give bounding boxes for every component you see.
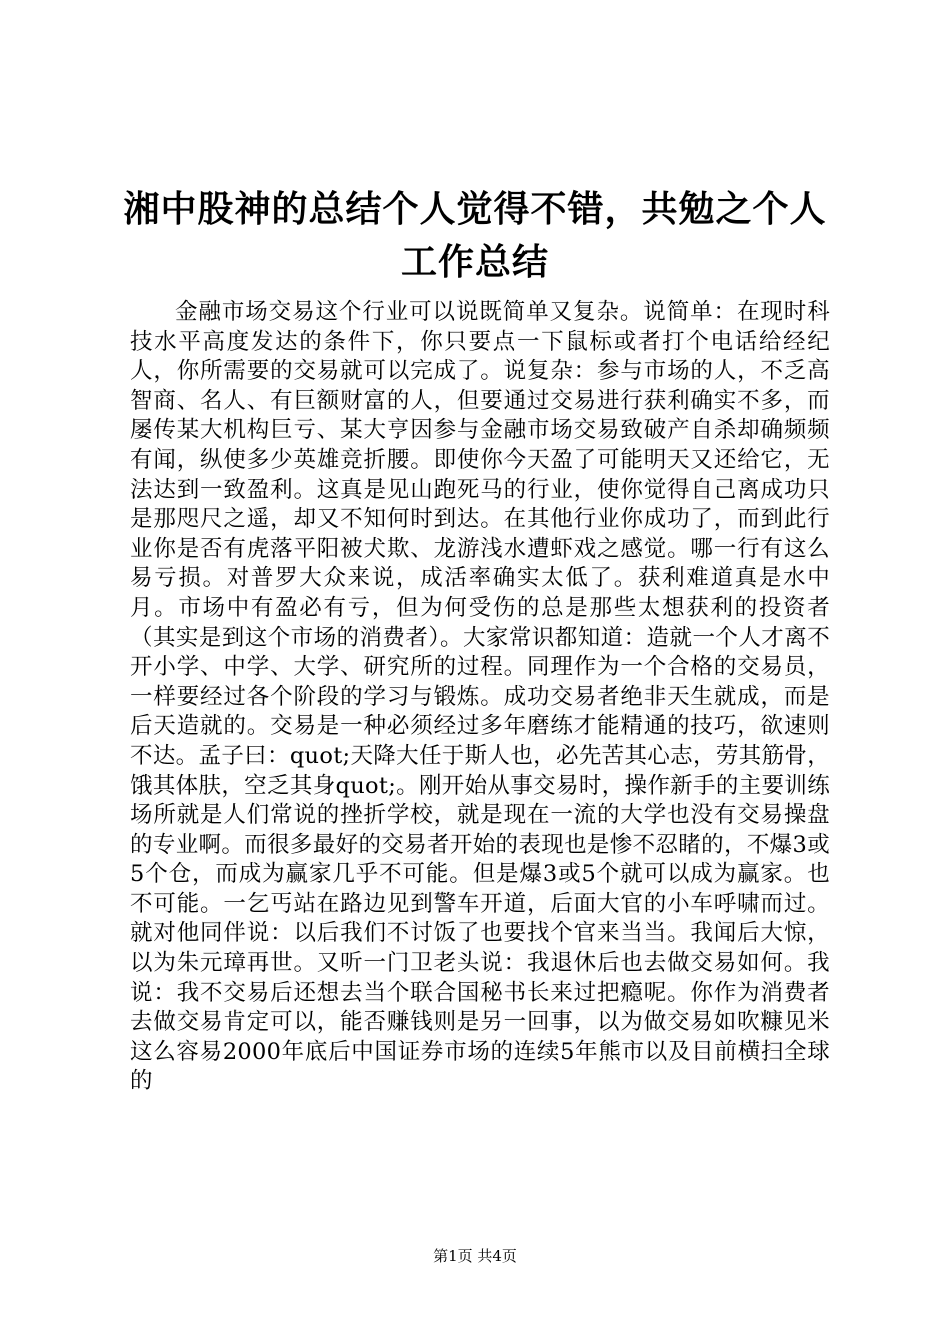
body-paragraph: 金融市场交易这个行业可以说既简单又复杂。说简单：在现时科技水平高度发达的条件下，你只要点一下鼠标或者打个电话给经纪人，你所需要的交易就可以完成了。说复杂：参与市场的人，不乏高智商、名人、有巨额财富的人，但要通过交易进行获利确实不多，而屡传某大机构巨亏、某大亨因参与金融市场交易致破产自杀却确频频有闻，纵使多少英雄竞折腰。即使你今天盈了可能明天又还给它，无法达到一致盈利。这真是见山跑死马的行业，使你觉得自己离成功只是那咫尺之遥，却又不知何时到达。在其他行业你成功了，而到此行业你是否有虎落平阳被犬欺、龙游浅水遭虾戏之感觉。哪一行有这么易亏损。对普罗大众来说，成活率确实太低了。获利难道真是水中月。市场中有盈必有亏，但为何受伤的总是那些太想获利的投资者（其实是到这个市场的消费者）。大家常识都知道：造就一个人才离不开小学、中学、大学、研究所的过程。同理作为一个合格的交易员，一样要经过各个阶段的学习与锻炼。成功交易者绝非天生就成，而是后天造就的。交易是一种必须经过多年磨练才能精通的技巧，欲速则不达。孟子曰：quot;天降大任于斯人也，必先苦其心志，劳其筋骨，饿其体肤，空乏其身quot;。刚开始从事交易时，操作新手的主要训练场所就是人们常说的挫折学校，就是现在一流的大学也没有交易操盘的专业啊。而很多最好的交易者开始的表现也是惨不忍睹的，不爆3或5个仓，而成为赢家几乎不可能。但是爆3或5个就可以成为赢家。也不可能。一乞丐站在路边见到警车开道，后面大官的小车呼啸而过。就对他同伴说：以后我们不讨饭了也要找个官来当当。我闻后大惊，以为朱元璋再世。又听一门卫老头说：我退休后也去做交易如何。我说：我不交易后还想去当个联合国秘书长来过把瘾呢。你作为消费者去做交易肯定可以，能否赚钱则是另一回事，以为做交易如吹糠见米这么容易2000年底后中国证券市场的连续5年熊市以及目前横扫全球的	[130, 299, 830, 1095]
page-footer: 第1页 共4页	[433, 1247, 517, 1265]
document-title: 湘中股神的总结个人觉得不错，共勉之个人工作总结	[123, 188, 827, 283]
